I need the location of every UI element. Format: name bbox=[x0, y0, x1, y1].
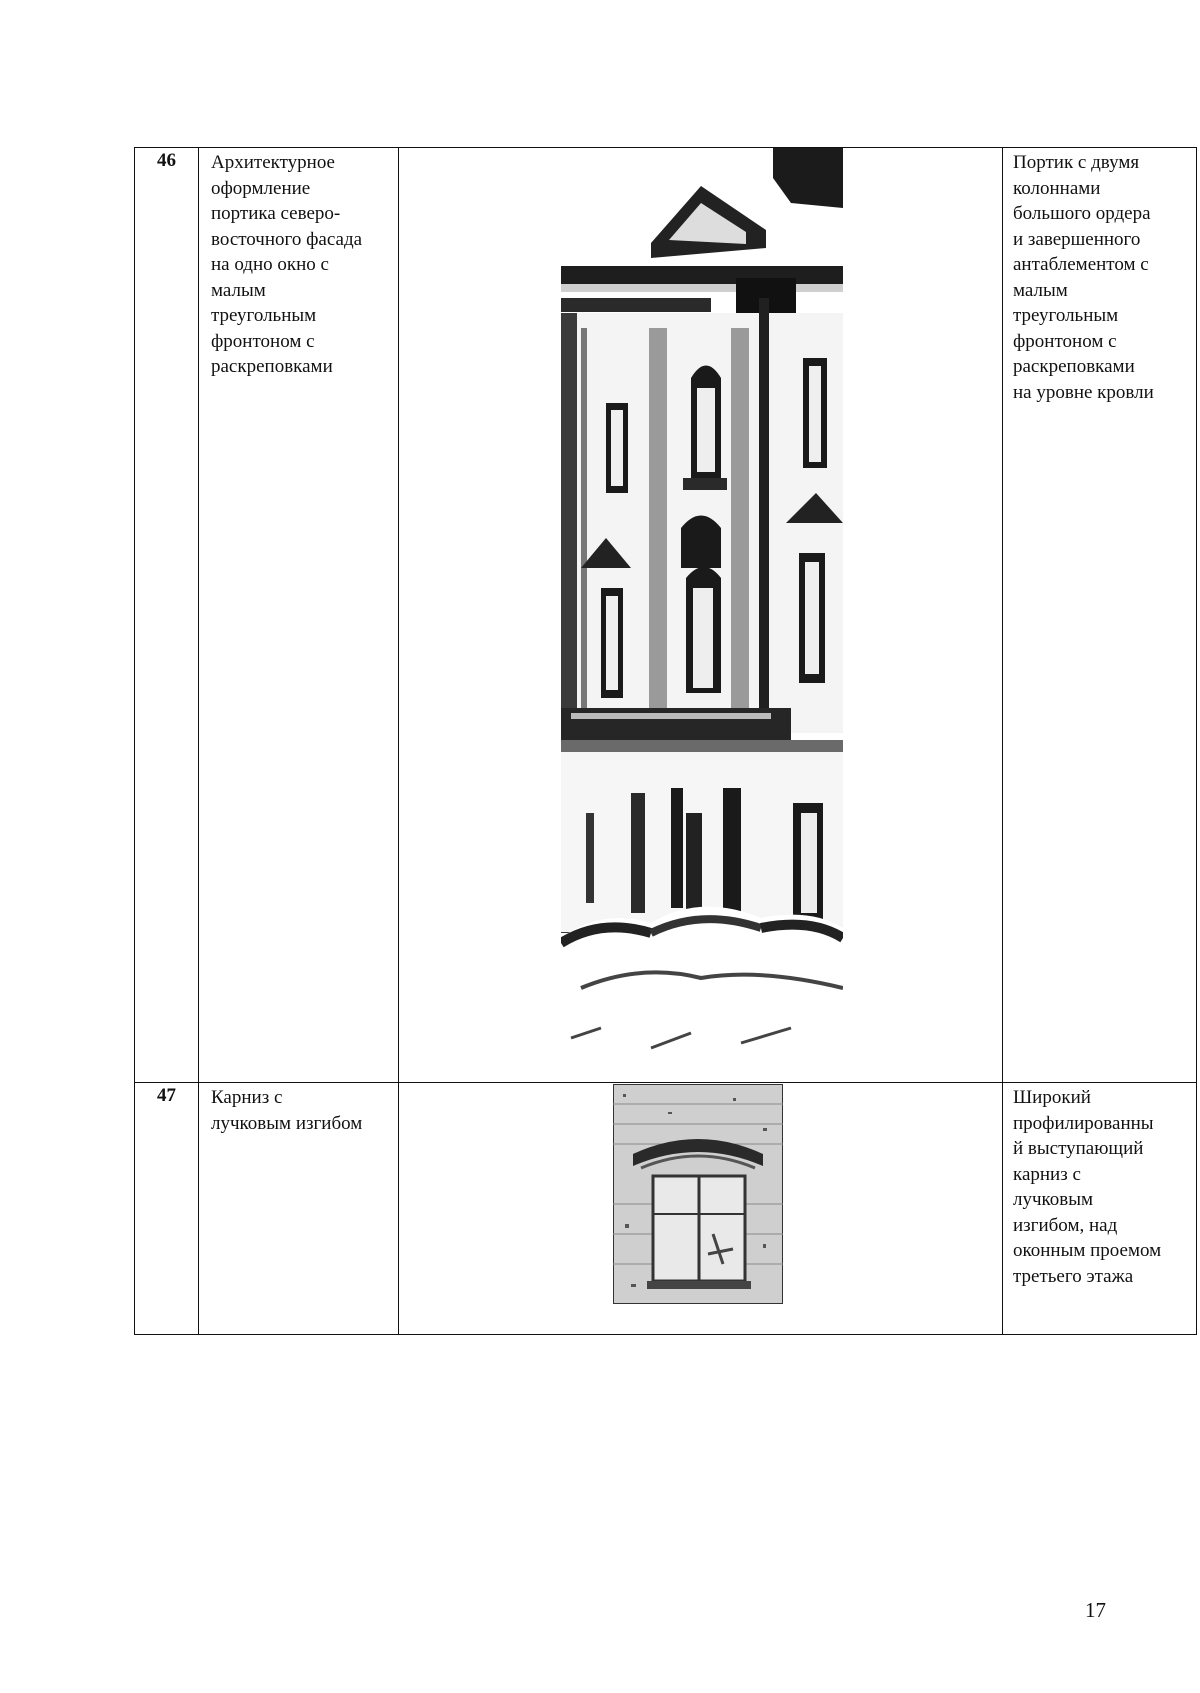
element-name: Архитектурное оформление портика северо- восточного фасада на одно окно с малым треугольным фронтоном с раскреповками bbox=[211, 152, 363, 377]
row-number: 47 bbox=[157, 1085, 176, 1106]
element-description: Широкий профилированны й выступающий карниз с лучковым изгибом, над оконным проемом третьего этажа bbox=[1013, 1087, 1162, 1287]
building-portico-photo-icon bbox=[561, 148, 843, 1060]
table-row bbox=[135, 148, 1197, 1083]
photo-cell bbox=[399, 148, 1003, 1083]
row-number-cell bbox=[135, 1083, 199, 1335]
row-number: 46 bbox=[157, 150, 176, 171]
description-cell bbox=[1003, 148, 1197, 1083]
window-cornice-photo-icon bbox=[613, 1084, 783, 1304]
description-cell bbox=[1003, 1083, 1197, 1335]
element-name-cell bbox=[199, 148, 399, 1083]
element-name: Карниз с лучковым изгибом bbox=[211, 1087, 363, 1134]
photo-cell bbox=[399, 1083, 1003, 1335]
table-row bbox=[135, 1083, 1197, 1335]
row-number-cell bbox=[135, 148, 199, 1083]
element-name-cell bbox=[199, 1083, 399, 1335]
page-number: 17 bbox=[1085, 1598, 1106, 1622]
elements-table bbox=[134, 147, 1197, 1335]
element-description: Портик с двумя колоннами большого ордера и завершенного антаблементом с малым треугольным фронтоном с раскреповками на уровне кровли bbox=[1013, 152, 1154, 403]
